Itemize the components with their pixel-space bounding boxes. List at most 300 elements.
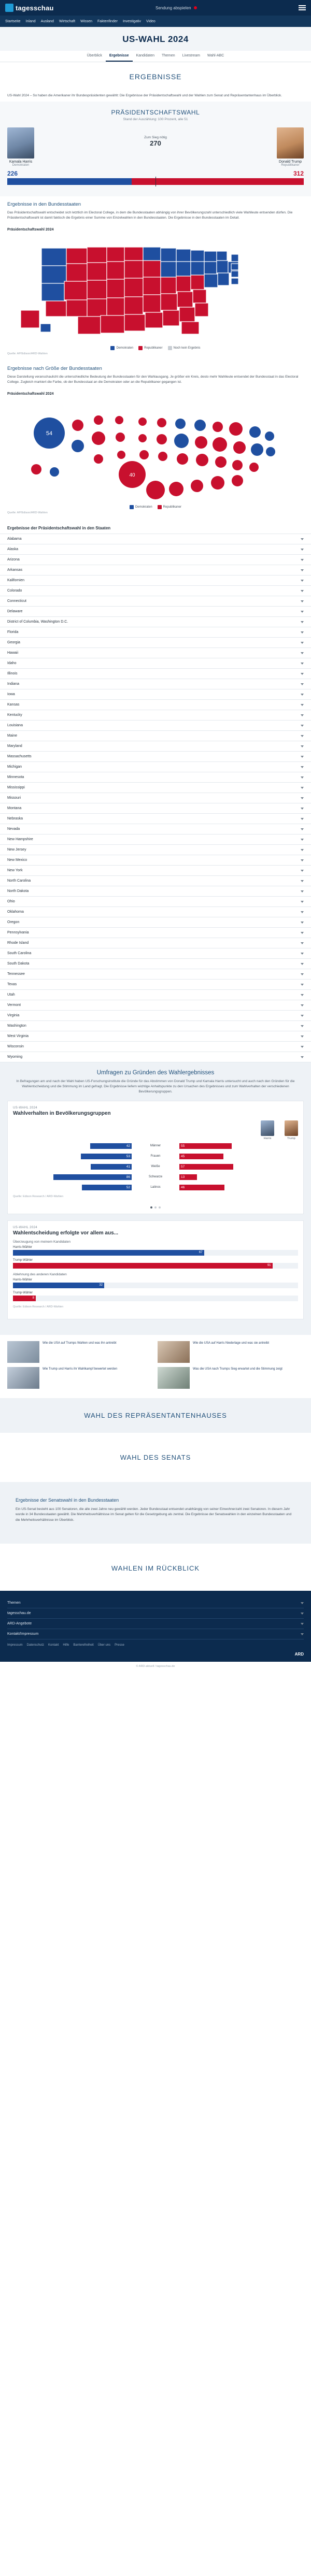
- teaser-item[interactable]: [7, 1367, 153, 1389]
- electoral-text-title: Ergebnisse in den Bundesstaaten: [7, 202, 81, 208]
- state-row[interactable]: [0, 886, 311, 897]
- bubble-map-svg: [0, 397, 311, 503]
- footer-links: [7, 1639, 304, 1647]
- state-row[interactable]: [0, 596, 311, 607]
- state-label: North Carolina: [7, 879, 31, 883]
- chevron-down-icon: [301, 631, 304, 634]
- teaser-headline: Was die USA nach Trumps Sieg erwartet und die Stimmung zeigt: [193, 1367, 282, 1371]
- chevron-down-icon: [301, 808, 304, 810]
- footer-link[interactable]: Presse: [115, 1644, 124, 1647]
- nav-item-1[interactable]: Inland: [25, 19, 36, 23]
- chevron-down-icon: [301, 942, 304, 944]
- state-label: Arkansas: [7, 568, 23, 572]
- electoral-bar-wrap: [0, 167, 311, 191]
- state-row[interactable]: [0, 534, 311, 544]
- chart1-rep-value: 13: [179, 1174, 186, 1180]
- legend2-dem-label: Demokraten: [135, 506, 152, 509]
- chart1-category: Männer: [150, 1144, 161, 1148]
- chevron-down-icon: [301, 735, 304, 737]
- state-row[interactable]: [0, 617, 311, 627]
- state-row[interactable]: [0, 627, 311, 638]
- state-label: Wisconsin: [7, 1045, 24, 1049]
- chart1-dem-value: 86: [125, 1174, 132, 1180]
- state-row[interactable]: [0, 575, 311, 586]
- state-label: New Mexico: [7, 858, 27, 862]
- chart1-rep-bar: [186, 1174, 197, 1180]
- state-row[interactable]: [0, 607, 311, 617]
- state-row[interactable]: [0, 689, 311, 700]
- section-tabs: [0, 51, 311, 62]
- chevron-down-icon: [301, 1602, 304, 1604]
- chart1-dem-side: [13, 1143, 132, 1149]
- state-row[interactable]: [0, 793, 311, 803]
- map1-legend: [0, 344, 311, 351]
- chevron-down-icon: [301, 953, 304, 955]
- footer-section-3[interactable]: [7, 1629, 304, 1639]
- chart2-row: [13, 1259, 298, 1269]
- state-row[interactable]: [0, 544, 311, 555]
- chart2-value: 91: [267, 1263, 271, 1267]
- rep-electoral-votes: 312: [293, 170, 304, 178]
- live-label: Sendung abspielen: [156, 5, 191, 10]
- chevron-down-icon: [301, 1004, 304, 1006]
- chart2-row-label: Harris-Wähler: [13, 1245, 33, 1249]
- state-label: Pennsylvania: [7, 931, 29, 935]
- state-row[interactable]: [0, 845, 311, 855]
- legend2-rep: [158, 505, 181, 509]
- chevron-down-icon: [301, 694, 304, 696]
- state-row[interactable]: [0, 824, 311, 834]
- carousel-dot-3[interactable]: [159, 1206, 161, 1208]
- chart1-dem-bar: [53, 1174, 125, 1180]
- state-row[interactable]: [0, 648, 311, 658]
- chevron-down-icon: [301, 984, 304, 986]
- harris-thumb: [261, 1120, 274, 1136]
- electoral-bar-rep: [132, 178, 304, 185]
- candidate-row: [0, 123, 311, 167]
- chart2-fill: [13, 1283, 104, 1288]
- state-label: Maine: [7, 734, 18, 738]
- survey-title: Umfragen zu Gründen des Wahlergebnisses: [96, 1070, 215, 1076]
- teaser-thumb: [7, 1367, 39, 1389]
- footer-link[interactable]: Barrierefreiheit: [73, 1644, 94, 1647]
- map1-source: Quelle: AP/Edison/ARD-Wahlen: [7, 352, 48, 356]
- legend-dem-label: Demokraten: [116, 347, 134, 350]
- carousel-dot-1[interactable]: [150, 1206, 152, 1208]
- state-label: New York: [7, 869, 23, 873]
- legend2-rep-swatch: [158, 505, 162, 509]
- state-row[interactable]: [0, 783, 311, 793]
- chart1-rep-side: [179, 1164, 298, 1170]
- site-logo[interactable]: [5, 4, 54, 12]
- chart-card-groups: [7, 1101, 304, 1214]
- state-label: Texas: [7, 983, 17, 987]
- chevron-down-icon: [301, 890, 304, 893]
- state-row[interactable]: [0, 1042, 311, 1052]
- chevron-down-icon: [301, 766, 304, 768]
- state-label: Nebraska: [7, 817, 23, 821]
- nav-item-5[interactable]: Faktenfinder: [97, 19, 118, 23]
- chart1-title: Wahlverhalten in Bevölkerungsgruppen: [13, 1110, 111, 1116]
- state-label: Hawaii: [7, 651, 19, 655]
- candidate-name: Donald Trump: [279, 160, 302, 164]
- state-label: Connecticut: [7, 599, 26, 603]
- footer-section-0[interactable]: [7, 1598, 304, 1608]
- trump-thumb: [285, 1120, 298, 1136]
- chevron-down-icon: [301, 683, 304, 685]
- nav-item-4[interactable]: Wissen: [80, 19, 93, 23]
- chart2-row: [13, 1246, 298, 1256]
- chevron-down-icon: [301, 787, 304, 789]
- chevron-down-icon: [301, 590, 304, 592]
- footer-section-label: tagesschau.de: [7, 1611, 31, 1616]
- state-row[interactable]: [0, 586, 311, 596]
- chevron-down-icon: [301, 1633, 304, 1635]
- candidate-harris: [7, 127, 34, 167]
- chart2-row-label: Trump-Wähler: [13, 1258, 33, 1262]
- teaser-item[interactable]: [158, 1367, 304, 1389]
- top-bar: [0, 0, 311, 16]
- state-row[interactable]: [0, 1031, 311, 1042]
- footer-link[interactable]: Impressum: [7, 1644, 23, 1647]
- candidate-party: Demokraten: [12, 164, 30, 167]
- state-row[interactable]: [0, 1011, 311, 1021]
- state-row[interactable]: [0, 700, 311, 710]
- chart1-legend-trump-label: Trump: [287, 1136, 295, 1140]
- state-label: Nevada: [7, 827, 20, 831]
- tab-wahl-abc[interactable]: Wahl-ABC: [207, 54, 224, 57]
- results-intro-block: [0, 88, 311, 102]
- chevron-down-icon: [301, 932, 304, 934]
- legend-rep: [138, 346, 162, 350]
- candidate-photo: [7, 127, 34, 159]
- footer-link[interactable]: Über uns: [97, 1644, 111, 1647]
- tab-themen[interactable]: Themen: [162, 54, 175, 57]
- chart1-legend-harris-label: Harris: [263, 1136, 272, 1140]
- state-row[interactable]: [0, 834, 311, 845]
- chevron-down-icon: [301, 621, 304, 623]
- page-title-band: [0, 27, 311, 51]
- svg-text:40: 40: [129, 472, 135, 479]
- chart2-row: [13, 1278, 298, 1288]
- chevron-down-icon: [301, 745, 304, 747]
- candidate-photo: [277, 127, 304, 159]
- chevron-down-icon: [301, 797, 304, 799]
- svg-text:54: 54: [46, 430, 53, 437]
- state-row[interactable]: [0, 555, 311, 565]
- chart2-source: Quelle: Edison Research / ARD-Wahlen: [13, 1305, 64, 1308]
- legend-none: [168, 346, 201, 350]
- electoral-bar-dem: [7, 178, 132, 185]
- menu-button[interactable]: [299, 5, 306, 10]
- dem-electoral-votes: 226: [7, 170, 18, 178]
- chart1-row: [13, 1173, 298, 1181]
- copyright: © ARD-aktuell / tagesschau.de: [0, 1662, 311, 1671]
- needed-value: 270: [150, 139, 161, 148]
- chevron-down-icon: [301, 1035, 304, 1038]
- retro-section: [0, 1551, 311, 1586]
- senate-note-body: Ein US-Senat besteht aus 100 Senatoren, die alle zwei Jahre neu gewählt werden. Jeder Bundesstaat entsendet unabhängig von seiner Einwohnerzahl zwei Senatoren. In diesem Jahr wurde in 34 Bundesstaaten gewählt. Die Mehrheitsverhältnisse im Senat gelten für die Gesetzgebung als zentral. Die Ergebnisse der Senatswahlen in den einzelnen Bundesstaaten und die Mehrheitsverhältnisse im Überblick.: [16, 1507, 292, 1522]
- chevron-down-icon: [301, 839, 304, 841]
- state-label: Wyoming: [7, 1055, 23, 1059]
- results-intro: US-Wahl 2024 – So haben die Amerikaner ihr Bundespräsidenten gewählt: Die Ergebnisse der Präsidentschaftswahl und der Wahlen zum Senat und Repräsentantenhaus im Überblick.: [7, 94, 282, 97]
- state-label: Alaska: [7, 548, 19, 552]
- chart1-category: Schwarze: [148, 1175, 163, 1179]
- state-row[interactable]: [0, 658, 311, 669]
- state-row[interactable]: [0, 980, 311, 990]
- chevron-down-icon: [301, 994, 304, 996]
- footer-section-label: ARD-Angebote: [7, 1622, 32, 1626]
- senate-note: [0, 1491, 311, 1535]
- results-section-head: [0, 62, 311, 88]
- footer-section-2[interactable]: [7, 1619, 304, 1629]
- chart2-fill: [13, 1296, 36, 1301]
- chart1-dem-value: 53: [125, 1154, 132, 1159]
- needed-votes: [34, 127, 277, 147]
- footer-link[interactable]: Datenschutz: [26, 1644, 45, 1647]
- chart1-kicker: US-WAHL 2024: [13, 1106, 38, 1110]
- chart1-dem-side: [13, 1164, 132, 1170]
- tab-ergebnisse[interactable]: Ergebnisse: [106, 51, 133, 62]
- state-row[interactable]: [0, 969, 311, 980]
- chart2-group-title: Überzeugung von meinem Kandidaten: [13, 1240, 70, 1244]
- tab-kandidaten[interactable]: Kandidaten: [136, 54, 154, 57]
- chart2-track: [13, 1296, 298, 1301]
- nav-item-0[interactable]: Startseite: [5, 19, 21, 23]
- state-label: Delaware: [7, 610, 23, 614]
- chevron-down-icon: [301, 1623, 304, 1625]
- state-row[interactable]: [0, 959, 311, 969]
- state-row[interactable]: [0, 731, 311, 741]
- size-text-block: [0, 361, 311, 388]
- state-row[interactable]: [0, 565, 311, 575]
- state-label: Michigan: [7, 765, 22, 769]
- tab-ueberblick[interactable]: Überblick: [87, 54, 102, 57]
- map2-legend: [0, 503, 311, 510]
- chart1-source: Quelle: Edison Research / ARD-Wahlen: [13, 1195, 64, 1198]
- state-row[interactable]: [0, 1000, 311, 1011]
- chevron-down-icon: [301, 870, 304, 872]
- state-label: Indiana: [7, 682, 19, 686]
- nav-item-6[interactable]: Investigativ: [122, 19, 141, 23]
- footer-section-label: Kontakt/Impressum: [7, 1632, 39, 1636]
- chart2-track: [13, 1250, 298, 1256]
- chart1-row: [13, 1184, 298, 1191]
- chevron-down-icon: [301, 1015, 304, 1017]
- chevron-down-icon: [301, 1613, 304, 1615]
- chart1-dem-side: [13, 1174, 132, 1180]
- candidate-trump: [277, 127, 304, 167]
- chart1-category: Weiße: [151, 1165, 160, 1169]
- state-row[interactable]: [0, 866, 311, 876]
- chart2-rows: [13, 1240, 298, 1301]
- state-row[interactable]: [0, 710, 311, 721]
- chevron-down-icon: [301, 704, 304, 706]
- house-title: WAHL DES REPRÄSENTANTENHAUSES: [84, 1411, 227, 1419]
- electoral-text-block: [0, 196, 311, 224]
- state-row[interactable]: [0, 907, 311, 917]
- chevron-down-icon: [301, 922, 304, 924]
- state-row[interactable]: [0, 762, 311, 772]
- map1-label: Präsidentschaftswahl 2024: [7, 228, 54, 232]
- survey-band: [0, 1062, 311, 1334]
- chart1-legend: [13, 1120, 298, 1140]
- live-player[interactable]: [58, 6, 294, 10]
- legend2-dem: [130, 505, 152, 509]
- chart1-rep-bar: [186, 1185, 224, 1190]
- chart1-rep-bar: [186, 1154, 223, 1159]
- state-row[interactable]: [0, 803, 311, 814]
- ard-logo: ARD: [294, 1652, 304, 1657]
- chart2-row-label: Harris-Wähler: [13, 1278, 33, 1282]
- chevron-down-icon: [301, 714, 304, 716]
- teaser-grid: [0, 1335, 311, 1391]
- footer-link[interactable]: Hilfe: [63, 1644, 69, 1647]
- states-title: Ergebnisse der Präsidentschaftswahl in den Staaten: [7, 526, 111, 531]
- state-row[interactable]: [0, 669, 311, 679]
- chevron-down-icon: [301, 600, 304, 602]
- chevron-down-icon: [301, 580, 304, 582]
- state-row[interactable]: [0, 917, 311, 928]
- legend-none-swatch: [168, 346, 172, 350]
- chart-card-motivation: [7, 1220, 304, 1319]
- state-label: Mississippi: [7, 786, 25, 790]
- chart1-row: [13, 1153, 298, 1160]
- footer-link[interactable]: Kontakt: [48, 1644, 59, 1647]
- chart1-carousel-dots[interactable]: [13, 1206, 298, 1208]
- chevron-down-icon: [301, 569, 304, 571]
- legend2-dem-swatch: [130, 505, 134, 509]
- chevron-down-icon: [301, 963, 304, 965]
- chart2-value: 67: [199, 1250, 203, 1254]
- state-row[interactable]: [0, 855, 311, 866]
- logo-icon: [5, 4, 13, 12]
- chart1-rep-side: [179, 1174, 298, 1180]
- state-row[interactable]: [0, 721, 311, 731]
- state-label: Idaho: [7, 661, 17, 666]
- state-label: Florida: [7, 630, 19, 635]
- state-label: Virginia: [7, 1014, 20, 1018]
- state-row[interactable]: [0, 1021, 311, 1031]
- map2-label: Präsidentschaftswahl 2024: [7, 392, 54, 396]
- nav-item-3[interactable]: Wirtschaft: [59, 19, 76, 23]
- chart2-title: Wahlentscheidung erfolgte vor allem aus...: [13, 1230, 119, 1236]
- teaser-item[interactable]: [7, 1341, 153, 1363]
- tab-livestream[interactable]: Livestream: [182, 54, 200, 57]
- state-row[interactable]: [0, 638, 311, 648]
- state-label: Maryland: [7, 744, 22, 749]
- chevron-down-icon: [301, 859, 304, 861]
- state-label: Iowa: [7, 693, 15, 697]
- senate-note-title: Ergebnisse der Senatswahl in den Bundesstaaten: [16, 1497, 119, 1503]
- state-row[interactable]: [0, 1052, 311, 1062]
- chart1-rows: [13, 1142, 298, 1191]
- chart1-category: Latinos: [150, 1186, 161, 1189]
- senate-section: [0, 1440, 311, 1475]
- legend2-rep-label: Republikaner: [163, 506, 182, 509]
- chevron-down-icon: [301, 849, 304, 851]
- state-label: Louisiana: [7, 724, 23, 728]
- state-row[interactable]: [0, 948, 311, 959]
- chart2-track: [13, 1263, 298, 1269]
- carousel-dot-2[interactable]: [154, 1206, 157, 1208]
- state-row[interactable]: [0, 741, 311, 752]
- chart2-row-label: Trump-Wähler: [13, 1291, 33, 1294]
- us-choropleth-map[interactable]: [0, 233, 311, 344]
- state-label: North Dakota: [7, 889, 29, 894]
- teaser-item[interactable]: [158, 1341, 304, 1363]
- nav-item-2[interactable]: Ausland: [40, 19, 54, 23]
- state-row[interactable]: [0, 679, 311, 689]
- chevron-down-icon: [301, 549, 304, 551]
- state-row[interactable]: [0, 938, 311, 948]
- chart2-kicker: US-WAHL 2024: [13, 1226, 38, 1229]
- state-label: Rhode Island: [7, 941, 29, 945]
- electoral-bar: [7, 178, 304, 185]
- us-bubble-map[interactable]: [0, 397, 311, 503]
- chevron-down-icon: [301, 818, 304, 820]
- needed-label: Zum Sieg nötig: [144, 136, 167, 140]
- chart1-dem-side: [13, 1154, 132, 1159]
- chevron-down-icon: [301, 973, 304, 975]
- state-row[interactable]: [0, 990, 311, 1000]
- house-section: [0, 1398, 311, 1433]
- chart1-dem-bar: [91, 1164, 125, 1170]
- chevron-down-icon: [301, 1046, 304, 1048]
- chart1-rep-value: 55: [179, 1143, 186, 1149]
- state-label: Massachusetts: [7, 755, 32, 759]
- size-text-title: Ergebnisse nach Größe der Bundesstaaten: [7, 366, 102, 372]
- candidate-party: Republikaner: [281, 164, 300, 167]
- president-head: [0, 102, 311, 123]
- chevron-down-icon: [301, 880, 304, 882]
- state-label: Utah: [7, 993, 15, 997]
- state-row[interactable]: [0, 897, 311, 907]
- senate-note-band: [0, 1482, 311, 1544]
- chevron-down-icon: [301, 611, 304, 613]
- electoral-numbers: [7, 170, 304, 177]
- state-row[interactable]: [0, 876, 311, 886]
- chart1-dem-value: 42: [125, 1143, 132, 1149]
- state-label: Alabama: [7, 537, 22, 541]
- teaser-thumb: [158, 1341, 190, 1363]
- chart1-row: [13, 1163, 298, 1171]
- main-nav: [0, 16, 311, 27]
- teaser-thumb: [158, 1367, 190, 1389]
- state-label: Georgia: [7, 641, 20, 645]
- retro-title: WAHLEN IM RÜCKBLICK: [111, 1564, 200, 1573]
- legend-rep-swatch: [138, 346, 143, 350]
- chart1-dem-value: 41: [125, 1164, 132, 1170]
- state-row[interactable]: [0, 814, 311, 824]
- chevron-down-icon: [301, 725, 304, 727]
- nav-item-7[interactable]: Video: [146, 19, 156, 23]
- logo-text: tagesschau: [16, 4, 54, 12]
- president-band: [0, 102, 311, 196]
- state-row[interactable]: [0, 752, 311, 762]
- footer-section-1[interactable]: [7, 1608, 304, 1619]
- chart1-dem-side: [13, 1185, 132, 1190]
- state-label: South Dakota: [7, 962, 30, 966]
- states-accordion: [0, 534, 311, 1062]
- state-label: Oklahoma: [7, 910, 24, 914]
- state-row[interactable]: [0, 928, 311, 938]
- state-label: Washington: [7, 1024, 26, 1028]
- state-row[interactable]: [0, 772, 311, 783]
- chevron-down-icon: [301, 776, 304, 779]
- chart2-group-title: Ablehnung des anderen Kandidaten: [13, 1272, 67, 1276]
- chevron-down-icon: [301, 673, 304, 675]
